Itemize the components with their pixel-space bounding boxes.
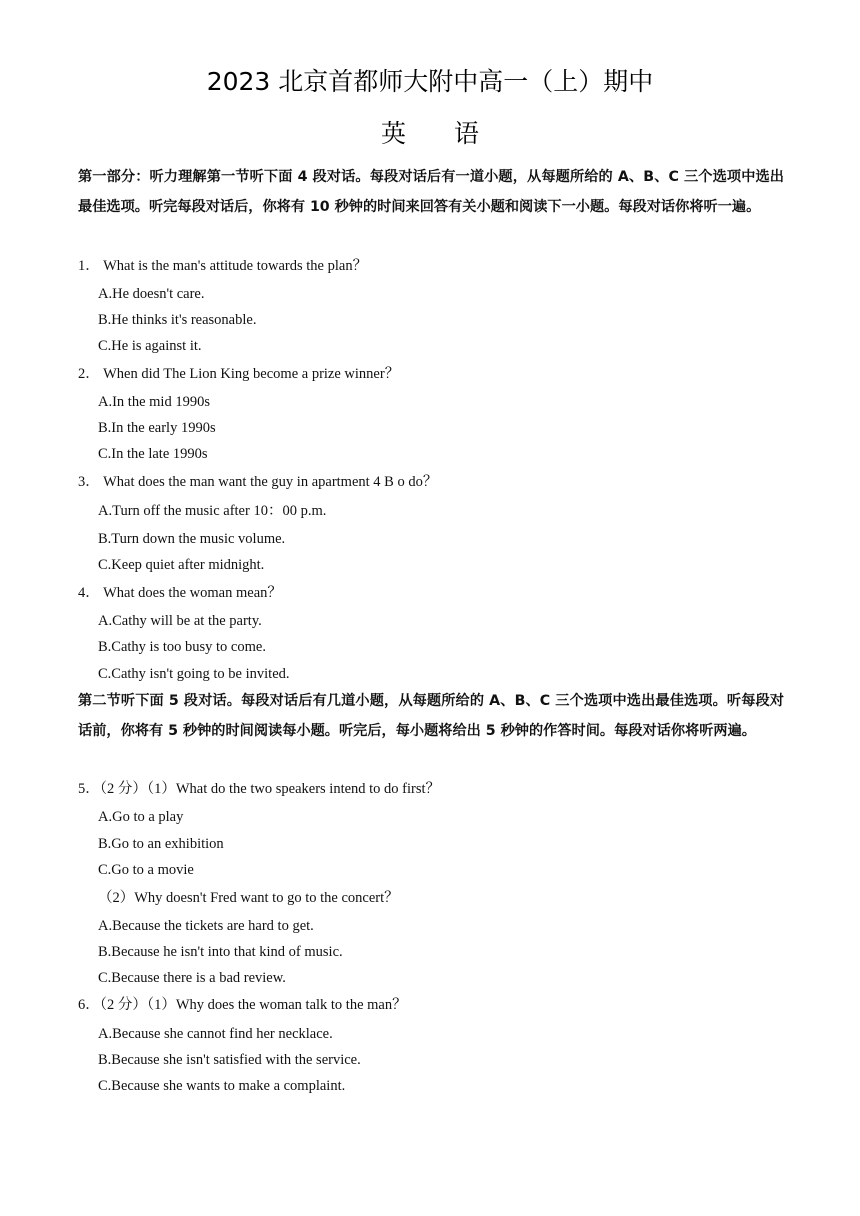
question-stem: 5．（2 分）（1）What do the two speakers intend to do first？ bbox=[78, 781, 441, 797]
option-a: A.Go to a play bbox=[98, 809, 184, 825]
option-c: C.Because there is a bad review. bbox=[98, 970, 286, 986]
option-b: B.Go to an exhibition bbox=[98, 836, 224, 852]
option-b: B.In the early 1990s bbox=[98, 420, 216, 436]
question-stem: 2． When did The Lion King become a prize winner？ bbox=[78, 366, 400, 382]
question-stem: 3． What does the man want the guy in apartment 4 B o do？ bbox=[78, 474, 438, 490]
option-b: B.He thinks it's reasonable. bbox=[98, 312, 257, 328]
option-c: C.Go to a movie bbox=[98, 862, 194, 878]
option-c: C.Keep quiet after midnight. bbox=[98, 557, 265, 573]
subject-heading bbox=[0, 114, 860, 154]
subject-char-1: 英 bbox=[380, 119, 406, 148]
option-a: A.Turn off the music after 10：00 p.m. bbox=[98, 503, 327, 519]
page-title: 2023 北京首都师大附中高一（上）期中 bbox=[206, 67, 654, 96]
option-a: A.He doesn't care. bbox=[98, 286, 205, 302]
option-b: B.Cathy is too busy to come. bbox=[98, 639, 266, 655]
question-stem: 6．（2 分）（1）Why does the woman talk to the man？ bbox=[78, 997, 407, 1013]
option-a: A.In the mid 1990s bbox=[98, 394, 210, 410]
question-stem: 1． What is the man's attitude towards the plan？ bbox=[78, 258, 368, 274]
option-a: A.Because the tickets are hard to get. bbox=[98, 918, 314, 934]
option-a: A.Because she cannot find her necklace. bbox=[98, 1026, 333, 1042]
subject-char-2: 语 bbox=[454, 119, 480, 148]
option-b: B.Because he isn't into that kind of music. bbox=[98, 944, 343, 960]
option-b: B.Turn down the music volume. bbox=[98, 531, 286, 547]
part2-instructions: 第二节听下面 5 段对话。每段对话后有几道小题，从每题所给的 A、B、C 三个选项中选出最佳选项。听每段对话前，你将有 5 秒钟的时间阅读每小题。听完后，每小题将给出 5 秒钟的作答时间。每段对话你将听两遍。 bbox=[78, 693, 784, 739]
question-stem: 4． What does the woman mean？ bbox=[78, 585, 282, 601]
option-c: C.Cathy isn't going to be invited. bbox=[98, 666, 290, 682]
option-b: B.Because she isn't satisfied with the service. bbox=[98, 1052, 361, 1068]
part1-instructions: 第一部分：听力理解第一节听下面 4 段对话。每段对话后有一道小题，从每题所给的 A、B、C 三个选项中选出最佳选项。听完每段对话后，你将有 10 秒钟的时间来回答有关小题和阅读下一小题。每段对话你将听一遍。 bbox=[78, 169, 784, 215]
option-a: A.Cathy will be at the party. bbox=[98, 613, 262, 629]
option-c: C.In the late 1990s bbox=[98, 446, 208, 462]
option-c: C.Because she wants to make a complaint. bbox=[98, 1078, 346, 1094]
option-c: C.He is against it. bbox=[98, 338, 202, 354]
sub-question-stem: （2）Why doesn't Fred want to go to the concert？ bbox=[98, 890, 399, 906]
